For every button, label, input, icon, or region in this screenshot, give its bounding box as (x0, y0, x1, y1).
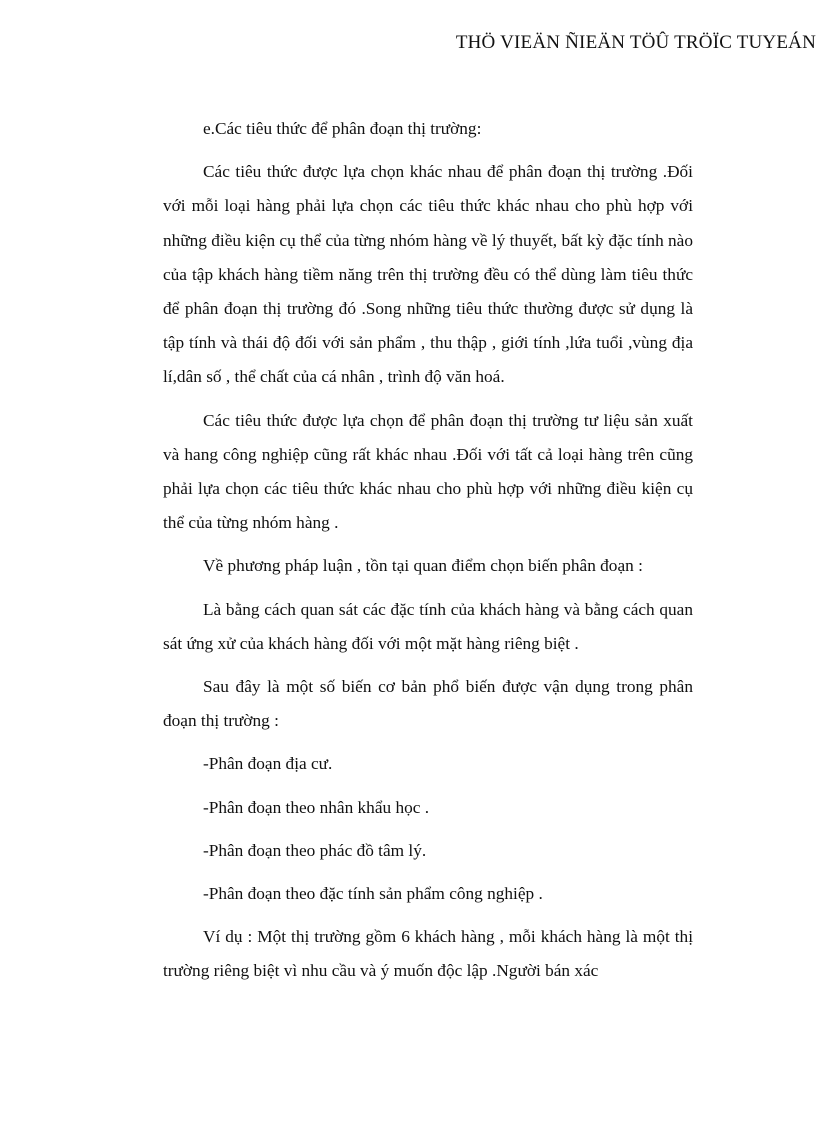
document-body (163, 112, 693, 998)
example-paragraph: Ví dụ : Một thị trường gồm 6 khách hàng , mỗi khách hàng là một thị trường riêng biệt vì nhu cầu và ý muốn độc lập .Người bán xác (163, 927, 693, 981)
list-item: -Phân đoạn theo phác đồ tâm lý. (203, 840, 427, 860)
paragraph-4: Là bằng cách quan sát các đặc tính của khách hàng và bằng cách quan sát ứng xử của khách hàng đối với một mặt hàng riêng biệt . (163, 599, 693, 653)
list-item: -Phân đoạn theo nhân khẩu học . (203, 797, 430, 817)
list-item: -Phân đoạn địa cư. (203, 754, 333, 774)
section-heading: e.Các tiêu thức để phân đoạn thị trường: (203, 119, 482, 138)
paragraph-5: Sau đây là một số biến cơ bản phổ biến được vận dụng trong phân đoạn thị trường : (163, 677, 693, 731)
list-item: -Phân đoạn theo đặc tính sản phẩm công nghiệp . (203, 884, 543, 904)
paragraph-3: Về phương pháp luận , tồn tại quan điểm chọn biến phân đoạn : (203, 556, 643, 576)
paragraph-2: Các tiêu thức được lựa chọn để phân đoạn thị trường tư liệu sản xuất và hang công nghiệp cũng rất khác nhau .Đối với tất cả loại hàng trên cũng phải lựa chọn các tiêu thức khác nhau cho phù hợp với những điều kiện cụ thể của từng nhóm hàng . (163, 410, 693, 533)
page-header-title: THÖ VIEÄN ÑIEÄN TÖÛ TRÖÏC TUYEÁN (455, 32, 816, 53)
paragraph-1: Các tiêu thức được lựa chọn khác nhau để phân đoạn thị trường .Đối với mỗi loại hàng phải lựa chọn các tiêu thức khác nhau cho phù hợp với những điều kiện cụ thể của từng nhóm hàng về lý thuyết, bất kỳ đặc tính nào của tập khách hàng tiềm năng trên thị trường đều có thể dùng làm tiêu thức để phân đoạn thị trường đó .Song những tiêu thức thường được sử dụng là tập tính và thái độ đối với sản phẩm , thu thập , giới tính ,lứa tuổi ,vùng địa lí,dân số , thể chất của cá nhân , trình độ văn hoá. (163, 162, 693, 387)
